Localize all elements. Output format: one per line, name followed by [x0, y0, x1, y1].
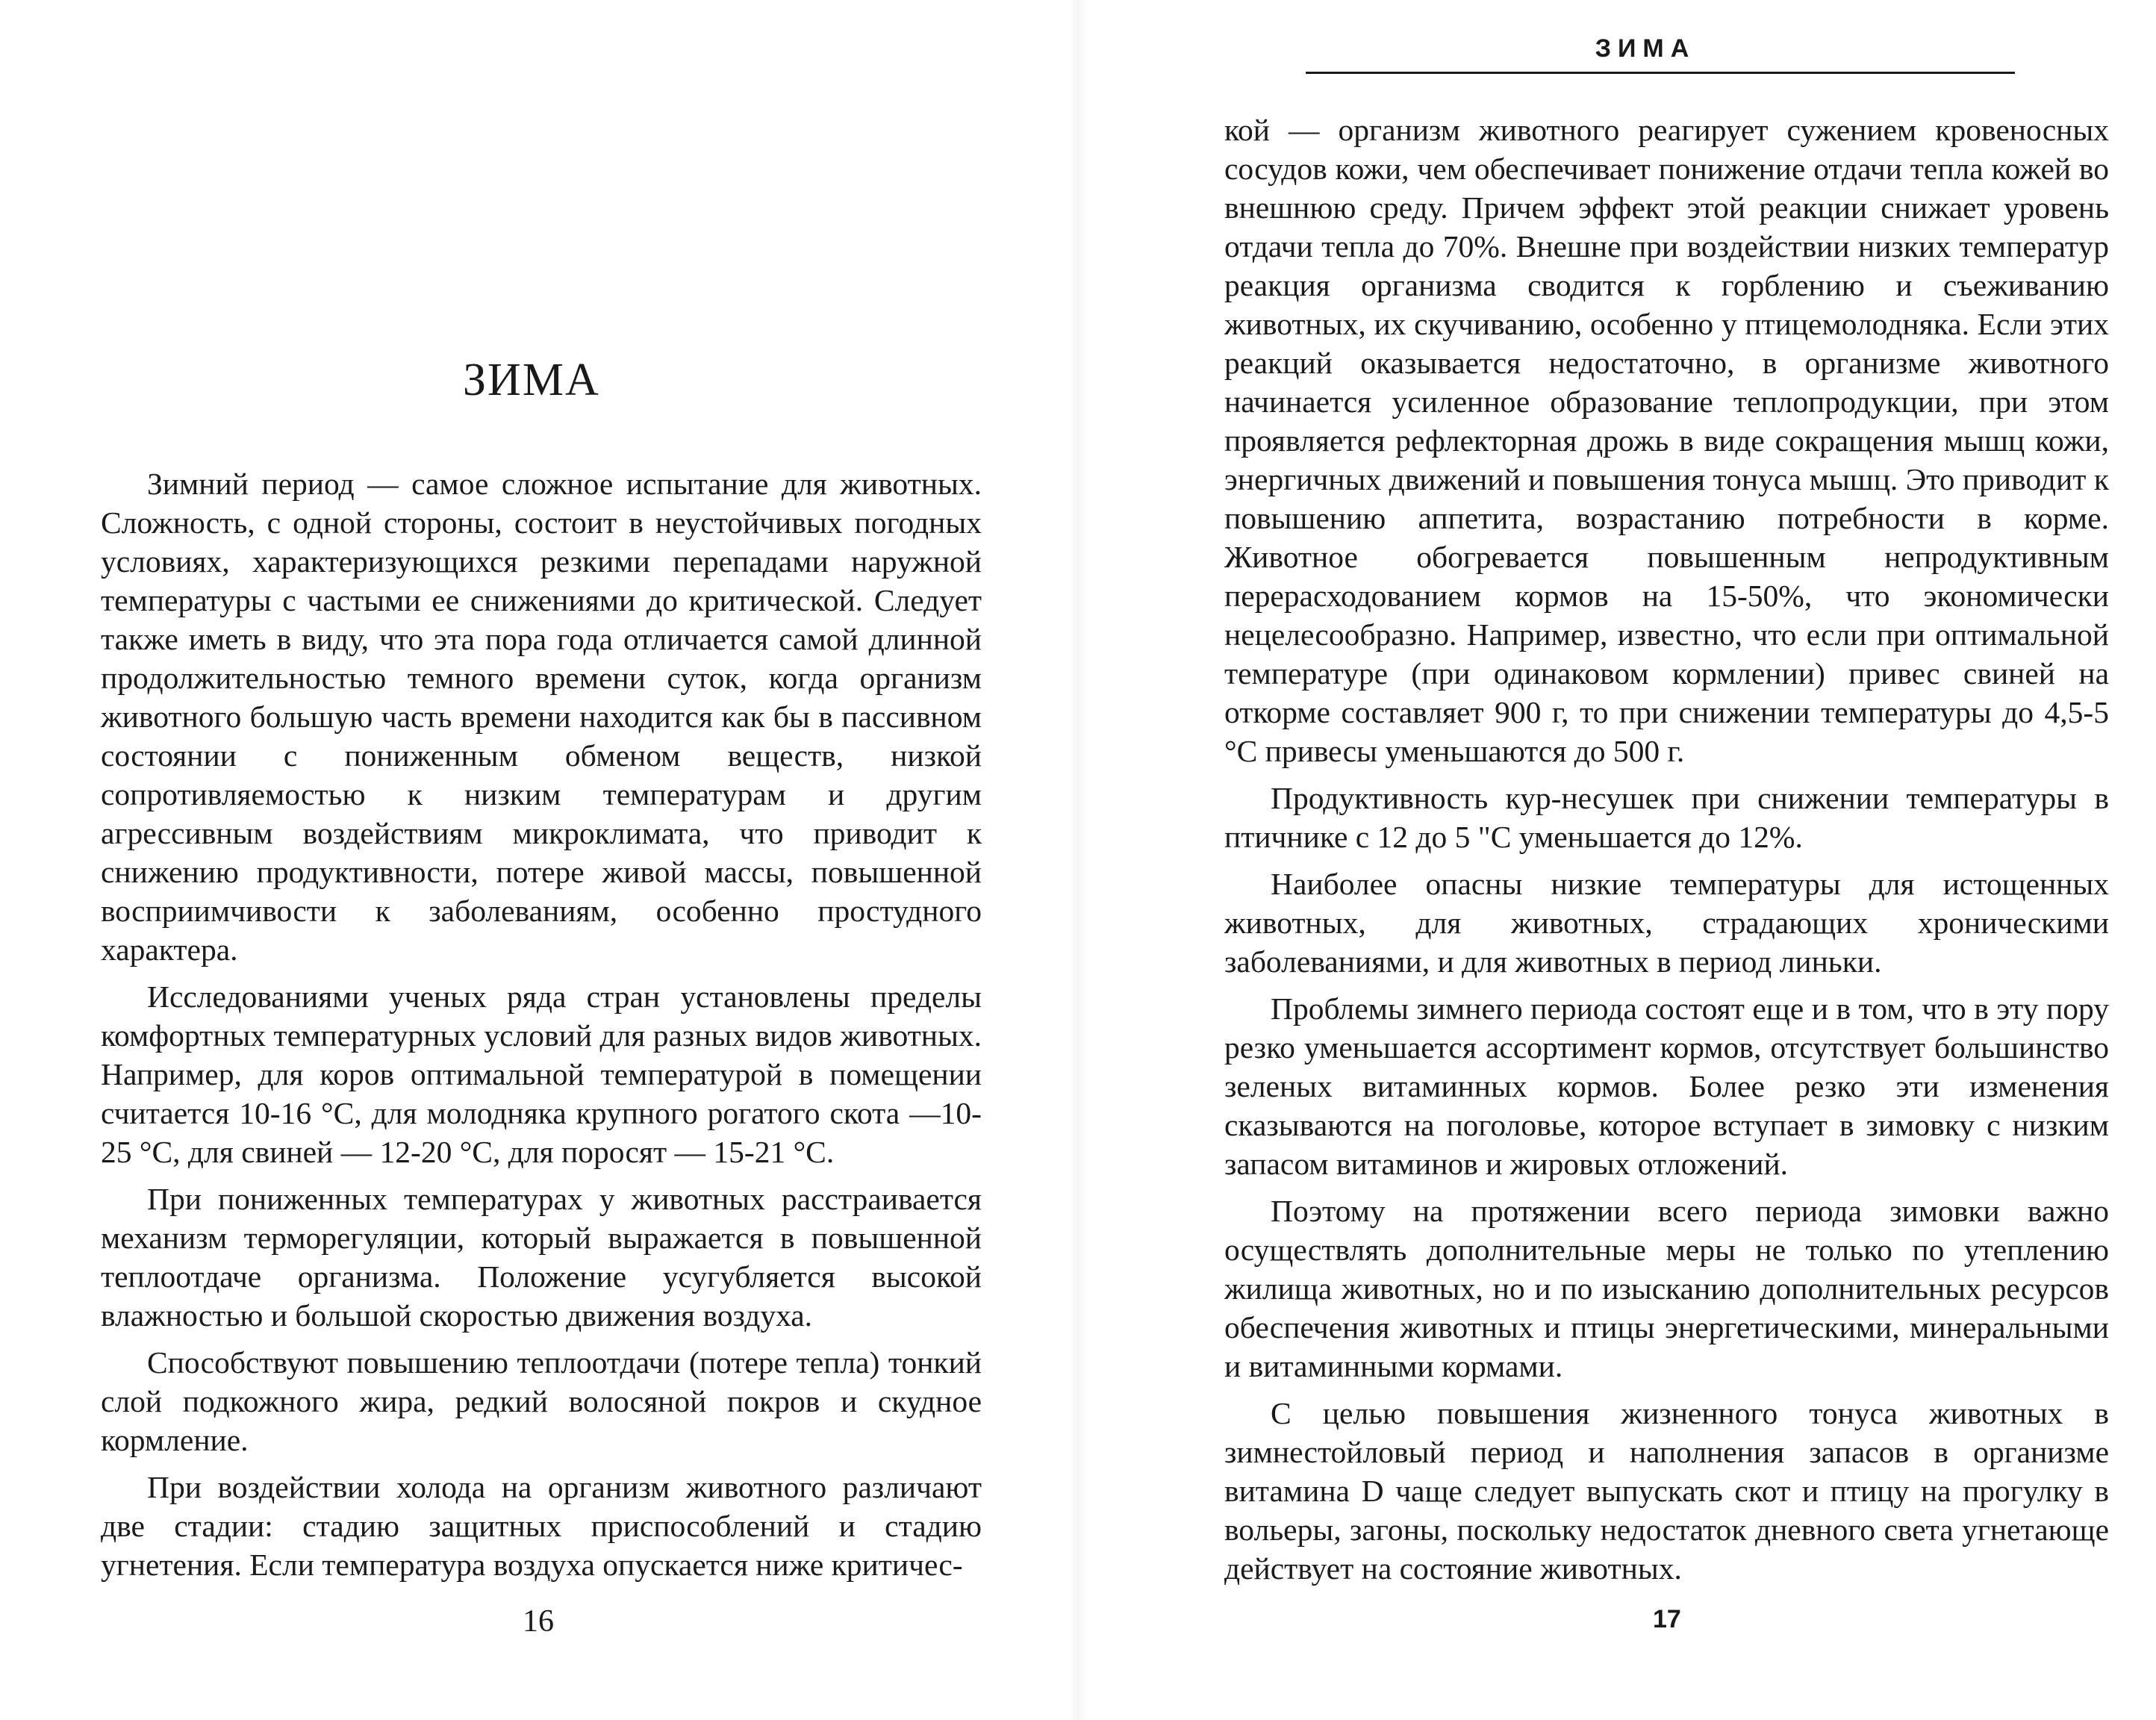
paragraph: Продуктивность кур-несушек при снижении температуры в птичнике с 12 до 5 "С уменьшается до 12%.	[1224, 781, 2109, 854]
left-page-body	[101, 464, 982, 1584]
paragraph: Поэтому на протяжении всего периода зимовки важно осуществлять дополнительные меры не только по утеплению жилища животных, но и по изысканию дополнительных ресурсов обеспечения животных и птицы энергетическими, минеральными и витаминными кормами.	[1224, 1194, 2109, 1383]
page-number: 17	[1653, 1605, 1681, 1633]
chapter-title: ЗИМА	[463, 355, 600, 405]
running-head	[1339, 34, 1951, 63]
paragraph: Способствуют повышению теплоотдачи (потере тепла) тонкий слой подкожного жира, редкий волосяной покров и скудное кормление.	[101, 1345, 982, 1457]
paragraph: Зимний период — самое сложное испытание для животных. Сложность, с одной стороны, состоит в неустойчивых погодных условиях, характеризующихся резкими перепадами наружной температуры с частыми ее снижениями до критической. Следует также иметь в виду, что эта пора года отличается самой длинной продолжительностью темного времени суток, когда организм животного большую часть времени находится как бы в пассивном состоянии с пониженным обменом веществ, низкой сопротивляемостью к низким температурам и другим агрессивным воздействиям микроклимата, что приводит к снижению продуктивности, потере живой массы, повышенной восприимчивости к заболеваниям, особенно простудного характера.	[101, 467, 982, 967]
right-page-body	[1224, 110, 2109, 1588]
right-page	[1078, 0, 2156, 1720]
header-rule	[1306, 72, 2015, 74]
paragraph: кой — организм животного реагирует сужением кровеносных сосудов кожи, чем обеспечивает понижение отдачи тепла кожей во внешнюю среду. Причем эффект этой реакции снижает уровень отдачи тепла до 70%. Внешне при воздействии низких температур реакция организма сводится к горблению и съеживанию животных, их скучиванию, особенно у птицемолодняка. Если этих реакций оказывается недостаточно, в организме животного начинается усиленное образование теплопродукции, при этом проявляется рефлекторная дрожь в виде сокращения мышц кожи, энергичных движений и повышения тонуса мышц. Это приводит к повышению аппетита, возрастанию потребности в корме. Животное обогревается повышенным непродуктивным перерасходованием кормов на 15-50%, что экономически нецелесообразно. Например, известно, что если при оптимальной температуре (при одинаковом кормлении) привес свиней на откорме составляет 900 г, то при снижении температуры до 4,5-5 °С привесы уменьшаются до 500 г.	[1224, 113, 2109, 768]
paragraph: Исследованиями ученых ряда стран установлены пределы комфортных температурных условий для разных видов животных. Например, для коров оптимальной температурой в помещении считается 10-16 °С, для молодняка крупного рогатого скота —10-25 °С, для свиней — 12-20 °С, для поросят — 15-21 °С.	[101, 979, 982, 1169]
paragraph: При пониженных температурах у животных расстраивается механизм терморегуляции, который выражается в повышенной теплоотдаче организма. Положение усугубляется высокой влажностью и большой скоростью движения воздуха.	[101, 1182, 982, 1333]
page-number: 16	[523, 1604, 554, 1639]
running-head-title: ЗИМА	[1595, 34, 1696, 63]
paragraph: При воздействии холода на организм животного различают две стадии: стадию защитных приспособлений и стадию угнетения. Если температура воздуха опускается ниже критичес-	[101, 1470, 982, 1582]
paragraph: С целью повышения жизненного тонуса животных в зимнестойловый период и наполнения запасов в организме витамина D чаще следует выпускать скот и птицу на прогулку в вольеры, загоны, поскольку недостаток дневного света угнетающе действует на состояние животных.	[1224, 1396, 2109, 1586]
paragraph: Наиболее опасны низкие температуры для истощенных животных, для животных, страдающих хроническими заболеваниями, и для животных в период линьки.	[1224, 867, 2109, 979]
paragraph: Проблемы зимнего периода состоят еще и в том, что в эту пору резко уменьшается ассортимент кормов, отсутствует большинство зеленых витаминных кормов. Более резко эти изменения сказываются на поголовье, которое вступает в зимовку с низким запасом витаминов и жировых отложений.	[1224, 991, 2109, 1181]
